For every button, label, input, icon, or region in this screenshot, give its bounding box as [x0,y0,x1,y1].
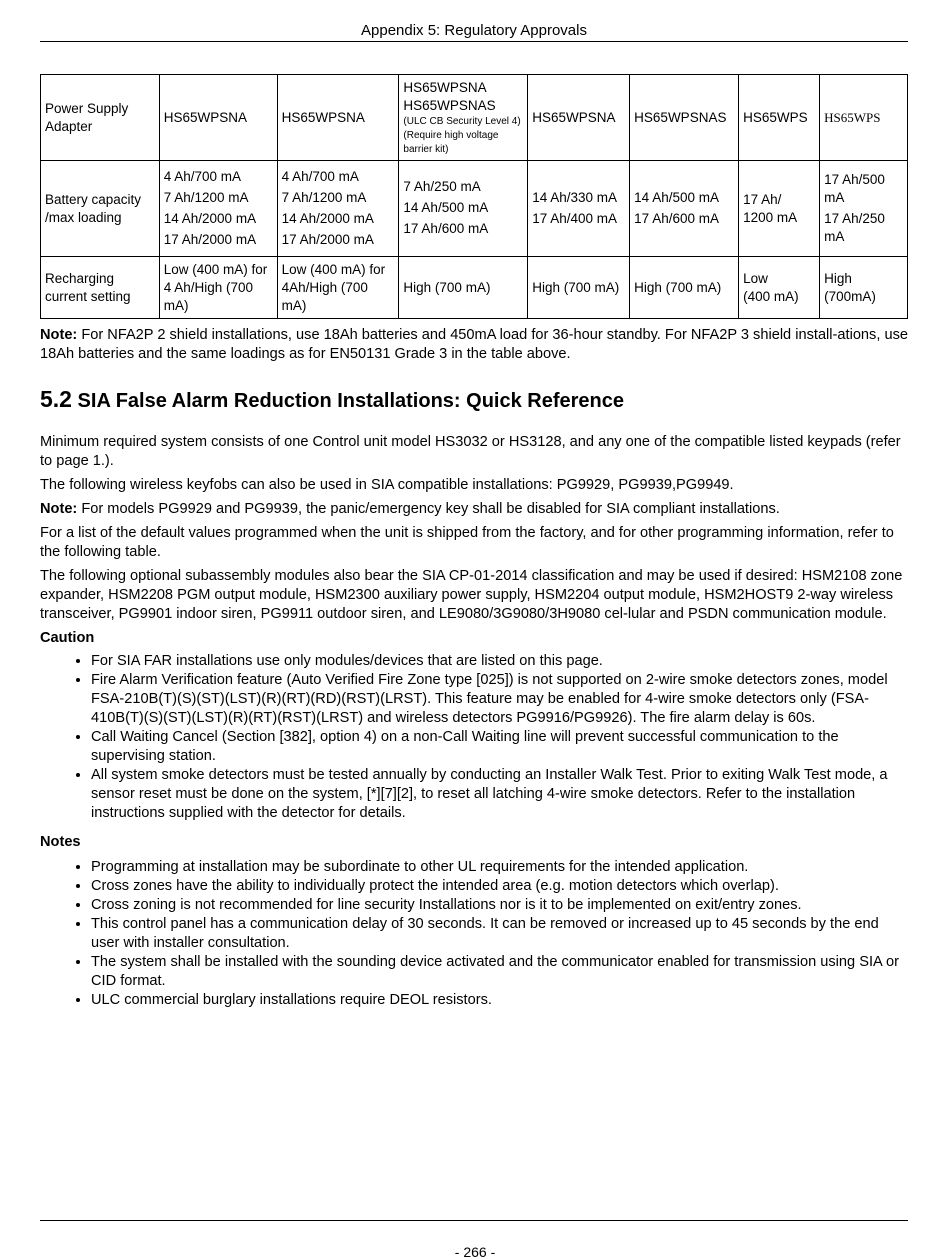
list-item: • This control panel has a communication delay of 30 seconds. It can be removed or increased up to 45 seconds by the end user with installer consultation. [91,915,908,953]
table-row [41,257,908,319]
note-battery: Note: For NFA2P 2 shield installations, use 18Ah batteries and 450mA load for 36-hour standby. For NFA2P 3 shield install-ations, use 18Ah batteries and the same loadings as for EN50131 Grade 3 in the table above. [40,327,908,362]
cell-text: HS65WPSNA [403,79,487,95]
table-cell [399,75,528,161]
cell-text: HS65WPSNA [532,109,616,125]
list-item: • Cross zoning is not recommended for line security Installations nor is it to be implemented on exit/entry zones. [91,896,908,915]
cell-text: Low (400 mA) for 4 Ah/High (700 mA) [163,261,268,313]
row-label: Power Supply Adapter [41,75,160,161]
table-cell [277,161,399,257]
cell-text: 17 Ah/250 mA [824,210,885,244]
cell-text: HS65WPSNAS [634,109,727,125]
list-item: • Fire Alarm Verification feature (Auto Verified Fire Zone type [025]) is not supported on 2-wire smoke detectors zones, model FSA-210B(T)(S)(ST)(LST)(R)(RT)(RD)(RST)(LRST). This feature may be enabled for 4-wire smoke detectors only (FSA-410B(T)(S)(ST)(LST)(R)(RT)(RST)(LRST) and wireless detectors PG9916/PG9926). The fire alarm delay is 60s. [91,671,908,728]
table-cell [820,257,908,319]
table-row [41,75,908,161]
cell-text: 14 Ah/500 mA [634,189,719,205]
note-panic-key: Note: For models PG9929 and PG9939, the panic/emergency key shall be disabled for SIA compliant installations. [40,501,780,517]
cell-text: Low [743,270,768,286]
cell-text: Low (400 mA) for 4Ah/High (700 mA) [281,261,386,313]
paragraph-subassembly-modules: The following optional subassembly modules also bear the SIA CP-01-2014 classification and may be used if desired: HSM2108 zone expander, HSM2208 PGM output module, HSM2300 auxiliary power supply, HSM2204 output module, HSM2HOST9 2-way wireless transceiver, PG9901 indoor siren, PG9911 outdoor siren, and LE9080/3G9080/3H9080 cel-lular and PSDN communication module. [40,568,903,622]
list-item: • For SIA FAR installations use only modules/devices that are listed on this page. [91,652,908,671]
cell-text: 17 Ah/600 mA [634,210,719,226]
row-label: Recharging current setting [41,257,160,319]
section-title: 5.2 SIA False Alarm Reduction Installations: Quick Reference [40,386,624,412]
power-supply-table [40,74,908,319]
paragraph-minimum-system: Minimum required system consists of one Control unit model HS3032 or HS3128, and any one of the compatible listed keypads (refer to page 1.). [40,434,901,469]
list-item: • All system smoke detectors must be tested annually by conducting an Installer Walk Test. Prior to exiting Walk Test mode, a sensor reset must be done on the system, [*][7][2], to reset all latching 4-wire smoke detectors. Refer to the installation instructions supplied with the detector for details. [91,766,908,823]
page-number: - 266 - [454,1244,496,1260]
cell-text: 1200 mA [743,209,798,225]
page-content [40,326,908,1016]
cell-text: 17 Ah/ [743,191,782,207]
cell-text: High (700 mA) [532,279,620,295]
cell-text: 4 Ah/700 mA [281,168,359,184]
table-cell [630,161,739,257]
notes-heading: Notes [40,834,81,850]
list-item: • ULC commercial burglary installations require DEOL resistors. [91,991,908,1010]
cell-text: HS65WPSNA [163,109,248,125]
cell-text: 7 Ah/1200 mA [281,189,367,205]
table-cell [159,161,277,257]
cell-text: HS65WPS [743,109,808,125]
table-cell [277,257,399,319]
table-cell [739,75,820,161]
cell-text: 17 Ah/2000 mA [281,231,374,247]
cell-subtext: (Require high voltage [403,129,499,141]
cell-text: 14 Ah/2000 mA [163,210,257,226]
cell-text: 7 Ah/250 mA [403,179,481,194]
list-item: • Call Waiting Cancel (Section [382], option 4) on a non-Call Waiting line will prevent successful communication to the supervising station. [91,728,908,766]
table-cell [277,75,399,161]
table-cell [528,257,630,319]
cell-text: HS65WPS [824,109,881,125]
table-cell [630,257,739,319]
cell-text: (400 mA) [743,288,799,304]
table-cell [528,75,630,161]
cell-text: 4 Ah/700 mA [163,168,242,184]
table-cell [399,161,528,257]
cell-text: 17 Ah/500 mA [824,171,885,205]
table-cell [399,257,528,319]
cell-text: 17 Ah/400 mA [532,210,618,226]
cell-text: High (700 mA) [403,279,491,295]
cell-text: High [824,270,852,286]
cell-text: 14 Ah/500 mA [403,200,489,215]
caution-list [40,652,908,823]
cell-text: 14 Ah/330 mA [532,189,618,205]
row-label: Battery capacity /max loading [41,161,160,257]
cell-text: 17 Ah/2000 mA [163,231,257,247]
cell-subtext: (ULC CB Security Level 4) [403,115,521,127]
footer-divider [40,1220,908,1221]
table-cell [820,161,908,257]
cell-text: HS65WPSNA [281,109,365,125]
notes-list [40,858,908,1010]
cell-text: 7 Ah/1200 mA [163,189,249,205]
table-cell [528,161,630,257]
paragraph-keyfobs: The following wireless keyfobs can also be used in SIA compatible installations: PG9929, PG9939,PG9949. [40,477,734,493]
caution-heading: Caution [40,630,95,646]
cell-text: (700mA) [824,288,876,304]
cell-subtext: barrier kit) [403,143,449,155]
list-item: • The system shall be installed with the sounding device activated and the communicator enabled for transmission using SIA or CID format. [91,953,908,991]
list-item: • Cross zones have the ability to individually protect the intended area (e.g. motion detectors which overlap). [91,877,908,896]
cell-text: HS65WPSNAS [403,97,496,113]
cell-text: 14 Ah/2000 mA [281,210,374,226]
table-cell [739,257,820,319]
table-cell [159,257,277,319]
list-item: • Programming at installation may be subordinate to other UL requirements for the intended application. [91,858,908,877]
table-cell [820,75,908,161]
table-cell [159,75,277,161]
page-header: Appendix 5: Regulatory Approvals [40,22,908,42]
paragraph-default-values: For a list of the default values programmed when the unit is shipped from the factory, and for other programming information, refer to the following table. [40,525,894,560]
cell-text: High (700 mA) [634,279,722,295]
table-cell [739,161,820,257]
table-row [41,161,908,257]
table-cell [630,75,739,161]
cell-text: 17 Ah/600 mA [403,221,489,236]
